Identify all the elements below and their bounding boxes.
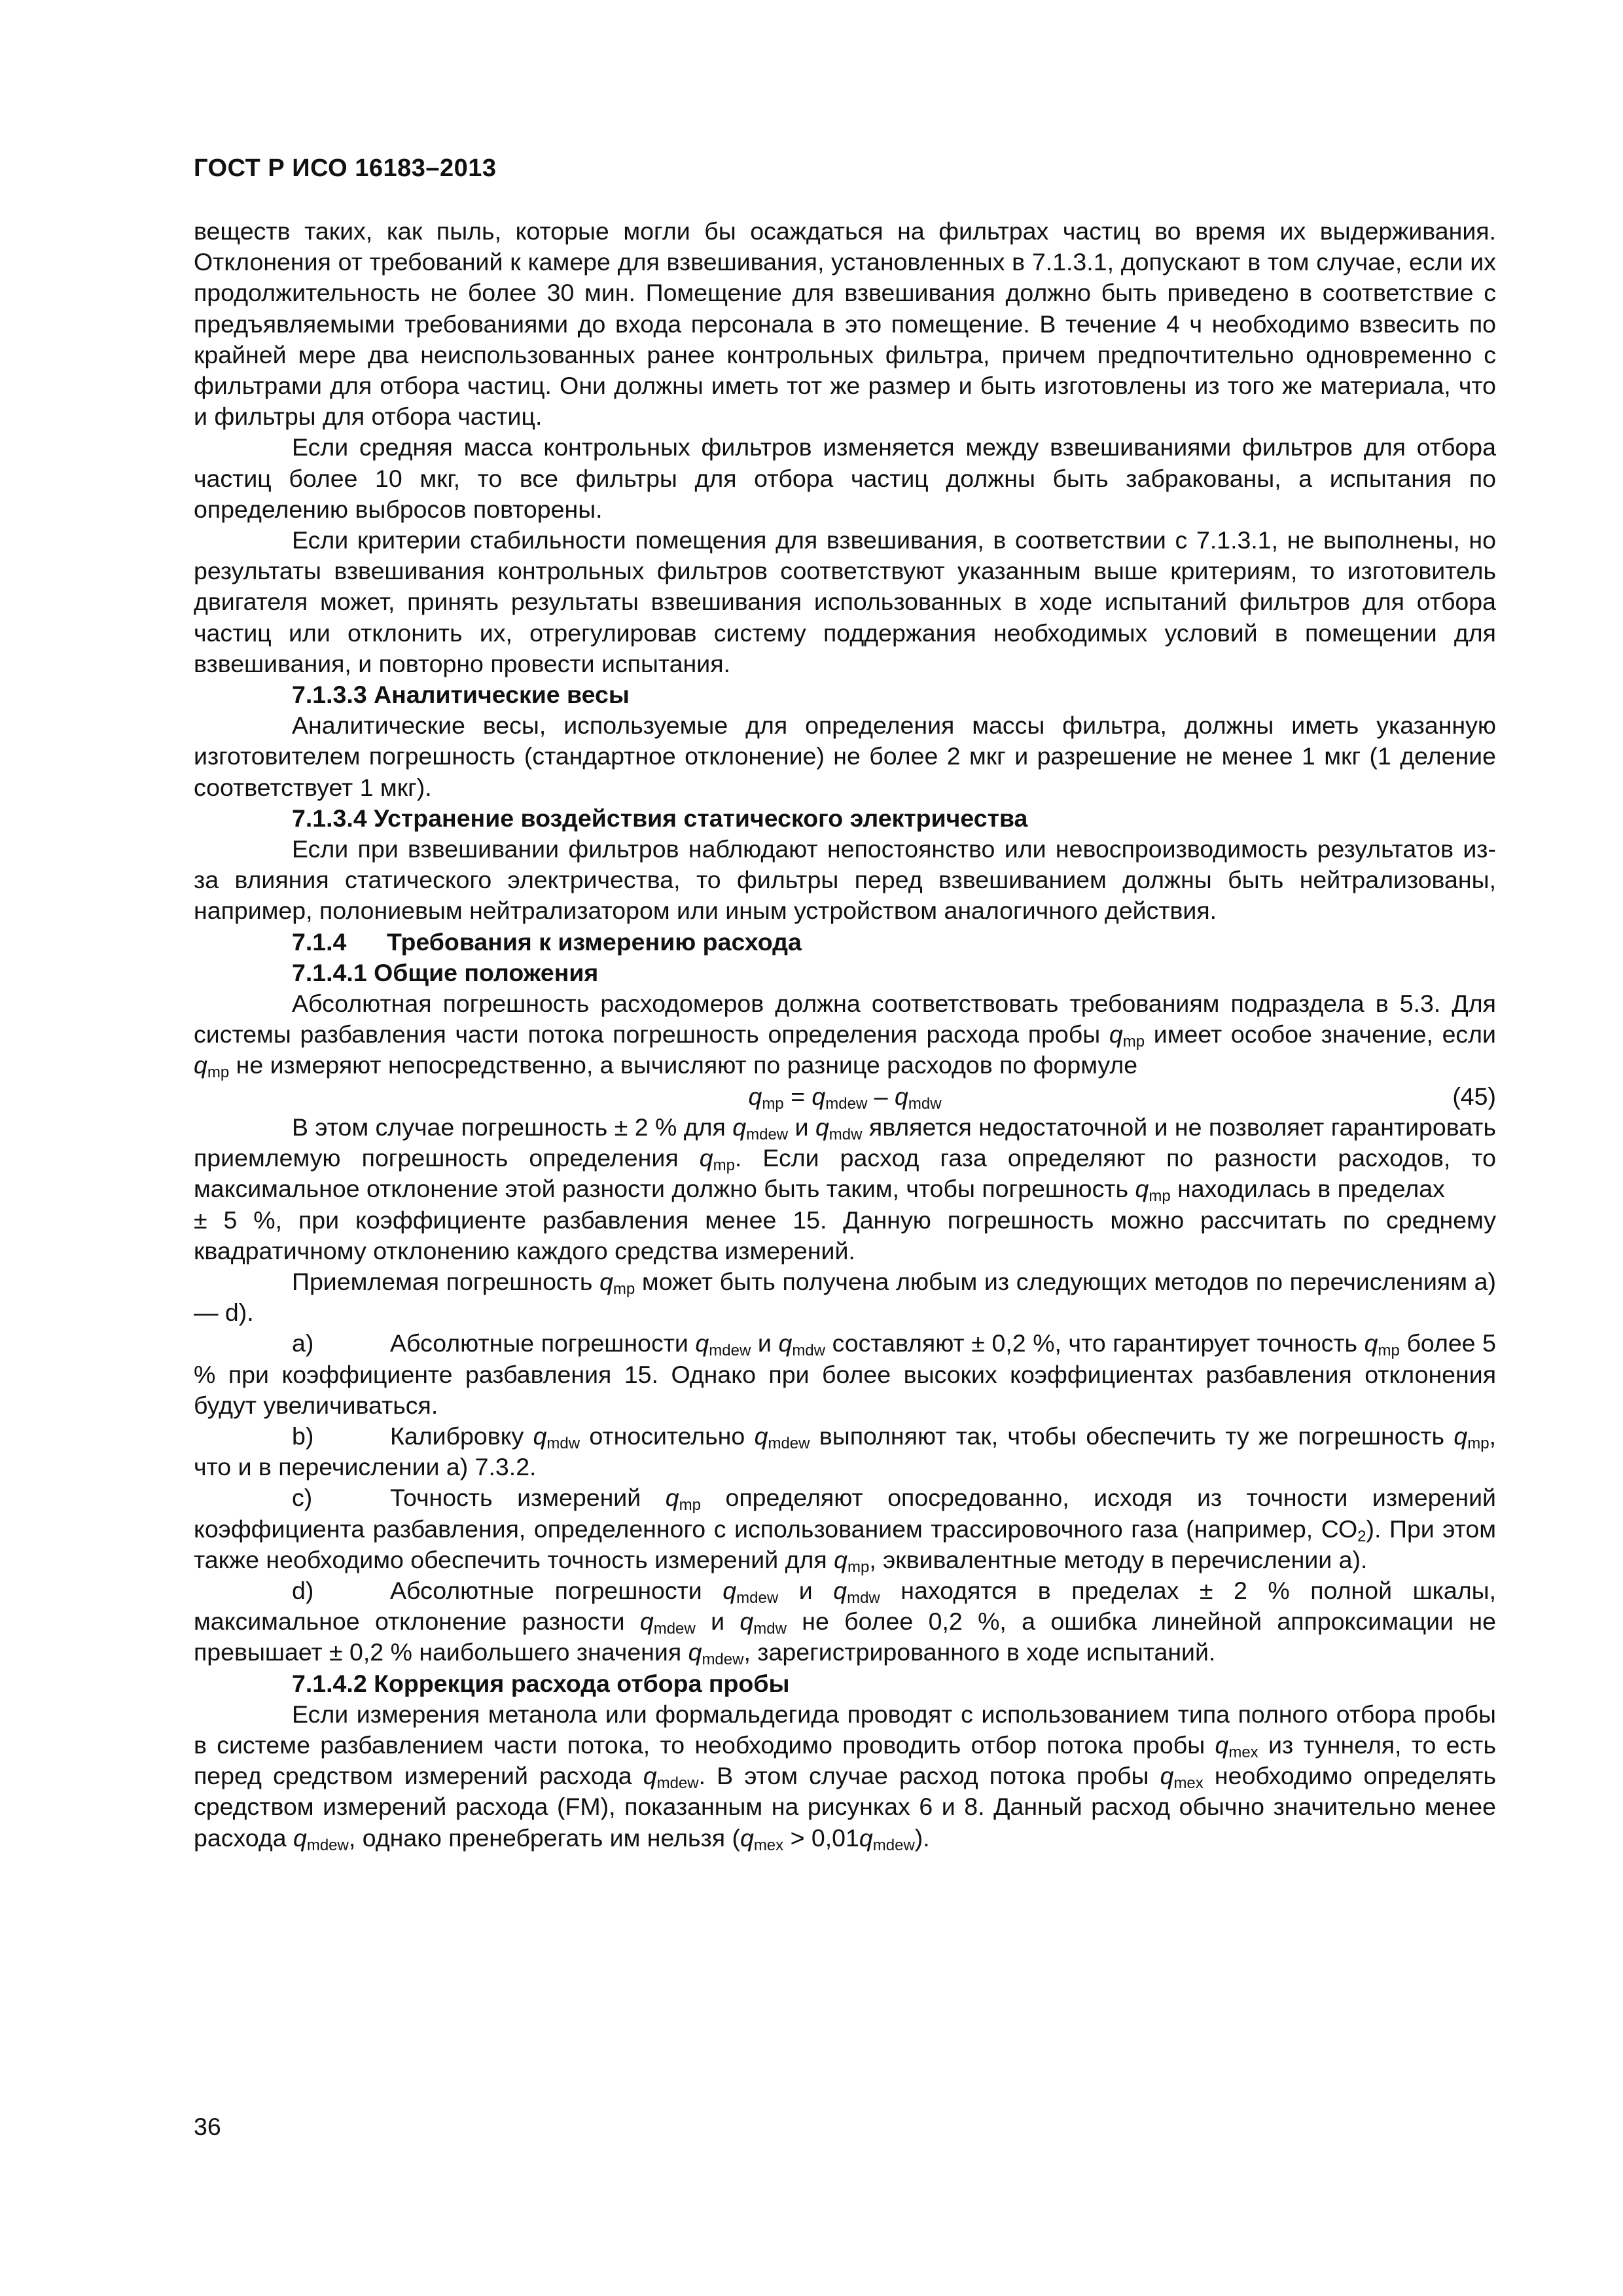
text-run: не измеряют непосредственно, а вычисляют по разнице расходов по формуле [229, 1051, 1138, 1079]
math-symbol: q [533, 1422, 547, 1450]
math-symbol: q [1135, 1175, 1149, 1203]
text-run: В этом случае погрешность ± 2 % для [292, 1113, 733, 1141]
text-run: может быть получена любым из следующих методов по перечислениям а) — d). [194, 1267, 1496, 1327]
subscript: mdw [753, 1620, 787, 1638]
text-run: Абсолютная погрешность расходомеров должна соответствовать требованиям подраздела в 5.3. Для системы разбавления части потока погрешность определения расхода пробы [194, 990, 1496, 1049]
subscript: mdew [768, 1434, 810, 1452]
section-heading-7-1-4 [194, 927, 1496, 958]
subscript: mdew [825, 1094, 868, 1113]
subscript: mdw [847, 1589, 880, 1607]
list-label: c) [292, 1484, 313, 1512]
text-run: Абсолютные погрешности [390, 1577, 723, 1604]
math-symbol: q [812, 1082, 826, 1110]
text-run: Абсолютные погрешности [390, 1329, 696, 1357]
math-symbol: q [859, 1823, 873, 1852]
math-symbol: q [194, 1051, 207, 1079]
subscript: mdew [736, 1589, 779, 1607]
math-symbol: q [695, 1329, 709, 1357]
text-run: – [874, 1082, 888, 1110]
math-symbol: q [748, 1082, 762, 1110]
subscript: mp [207, 1064, 230, 1082]
paragraph [194, 1266, 1496, 1328]
document-body [194, 216, 1496, 1854]
subscript: mdw [792, 1342, 825, 1360]
text-run: выполняют так, чтобы обеспечить ту же погрешность [810, 1422, 1454, 1450]
subscript: mex [753, 1836, 784, 1854]
text-run: находятся в пределах ± 2 % полной шкалы, максимальное отклонение разности [194, 1577, 1496, 1636]
section-heading-7-1-3-4: 7.1.3.4 Устранение воздействия статического электричества [292, 804, 1028, 832]
text-run: и [751, 1329, 779, 1357]
math-symbol: q [778, 1329, 793, 1357]
math-symbol: q [740, 1823, 754, 1852]
list-label: d) [292, 1576, 314, 1604]
math-symbol: q [639, 1607, 654, 1636]
subscript: mdw [908, 1094, 942, 1113]
math-symbol: q [599, 1267, 613, 1295]
math-symbol: q [665, 1484, 679, 1512]
math-symbol: q [815, 1113, 829, 1141]
subscript: mp [613, 1280, 635, 1298]
text-run: относительно [580, 1422, 755, 1450]
subscript: mdew [656, 1774, 699, 1793]
subscript: mdew [746, 1125, 789, 1143]
text-run: Калибровку [390, 1422, 533, 1450]
math-symbol: q [1160, 1762, 1174, 1790]
text-run: . Если расход газа определяют по разности расходов, то максимальное отклонение этой разности должно быть таким, чтобы погрешность [194, 1144, 1496, 1203]
subscript: mex [1173, 1774, 1204, 1793]
math-symbol: q [833, 1577, 847, 1604]
math-symbol: q [699, 1144, 713, 1172]
paragraph [194, 988, 1496, 1081]
text-run: ). При этом также необходимо обеспечить точность измерений для [194, 1515, 1496, 1573]
section-number: 7.1.4 [292, 927, 347, 956]
subscript: mp [1122, 1033, 1145, 1051]
text-run: = [791, 1082, 805, 1110]
paragraph: Аналитические весы, используемые для определения массы фильтра, должны иметь указанную изготовителем погрешность (стандартное отклонение) не более 2 мкг и разрешение не менее 1 мкг (1 деление соответствует 1 мкг). [194, 711, 1496, 801]
subscript: mdew [872, 1836, 915, 1854]
text-run: определяют опосредованно, исходя из точности измерений коэффициента разбавления, определенного с использованием трассировочного газа (например, СО [194, 1484, 1496, 1543]
paragraph: Если средняя масса контрольных фильтров изменяется между взвешиваниями фильтров для отбора частиц более 10 мкг, то все фильтры для отбора частиц должны быть забракованы, а испытания по определению выбросов повторены. [194, 433, 1496, 523]
math-symbol: q [1215, 1731, 1229, 1759]
text-run: > 0,01 [783, 1823, 859, 1852]
subscript: mp [679, 1496, 701, 1515]
text-run: Приемлемая погрешность [292, 1267, 600, 1295]
text-run: Если измерения метанола или формальдегида проводят с использованием типа полного отбора пробы в системе разбавлением части потока, то необходимо проводить отбор потока пробы [194, 1700, 1496, 1759]
paragraph [194, 1112, 1496, 1205]
section-heading-7-1-4-2: 7.1.4.2 Коррекция расхода отбора пробы [292, 1669, 790, 1697]
section-heading-7-1-3-3: 7.1.3.3 Аналитические весы [292, 681, 630, 709]
subscript: mex [1228, 1744, 1258, 1762]
paragraph: веществ таких, как пыль, которые могли бы осаждаться на фильтрах частиц во время их выдерживания. Отклонения от требований к камере для взвешивания, установленных в 7.1.3.1, допускают в том случае, если их продолжительность не более 30 мин. Помещение для взвешивания должно быть приведено в соответствие с предъявляемыми требованиями до входа персонала в это помещение. В течение 4 ч необходимо взвесить по крайней мере два неиспользованных ранее контрольных фильтра, причем предпочтительно одновременно с фильтрами для отбора частиц. Они должны иметь тот же размер и быть изготовлены из того же материала, что и фильтры для отбора частиц. [194, 217, 1496, 431]
subscript: mdw [829, 1125, 863, 1143]
math-symbol: q [293, 1823, 307, 1852]
math-symbol: q [1109, 1020, 1123, 1049]
paragraph: Если при взвешивании фильтров наблюдают непостоянство или невоспроизводимость результатов из-за влияния статического электричества, то фильтры перед взвешиванием должны быть нейтрализованы, например, полониевым нейтрализатором или иным устройством аналогичного действия. [194, 835, 1496, 925]
subscript: 2 [1357, 1527, 1366, 1545]
text-run: , что и в перечислении а) 7.3.2. [194, 1422, 1496, 1481]
section-title: Требования к измерению расхода [387, 927, 802, 956]
text-run: имеет особое значение, если [1145, 1020, 1496, 1049]
text-run: составляют ± 0,2 %, что гарантирует точность [825, 1329, 1364, 1357]
text-run: более 5 % при коэффициенте разбавления 15. Однако при более высоких коэффициентах разбавления отклонения будут увеличиваться. [194, 1329, 1496, 1419]
text-run: ). [914, 1823, 930, 1852]
subscript: mdw [546, 1434, 580, 1452]
page-number: 36 [194, 2113, 221, 2140]
text-run: из туннеля, то есть перед средством измерений расхода [194, 1731, 1496, 1790]
text-run: . В этом случае расход потока пробы [698, 1762, 1160, 1790]
list-label: b) [292, 1422, 314, 1450]
subscript: mp [1378, 1342, 1400, 1360]
math-symbol: q [1454, 1422, 1468, 1450]
subscript: mp [847, 1558, 870, 1576]
math-symbol: q [722, 1577, 737, 1604]
paragraph: Если критерии стабильности помещения для взвешивания, в соответствии с 7.1.3.1, не выполнены, но результаты взвешивания контрольных фильтров соответствуют указанным выше критериям, то изготовитель двигателя может, принять результаты взвешивания использованных в ходе испытаний фильтров для отбора частиц или отклонить их, отрегулировав систему поддержания необходимых условий в помещении для взвешивания, и повторно провести испытания. [194, 526, 1496, 677]
text-run: необходимо определять средством измерений расхода (FM), показанным на рисунках 6 и 8. Данный расход обычно значительно менее расхода [194, 1762, 1496, 1852]
paragraph: ± 5 %, при коэффициенте разбавления менее 15. Данную погрешность можно рассчитать по среднему квадратичному отклонению каждого средства измерений. [194, 1206, 1496, 1265]
paragraph [194, 1699, 1496, 1854]
math-symbol: q [834, 1545, 847, 1573]
math-symbol: q [740, 1607, 754, 1636]
math-symbol: q [754, 1422, 768, 1450]
subscript: mdew [653, 1620, 696, 1638]
subscript: mp [1467, 1434, 1489, 1452]
math-symbol: q [643, 1762, 657, 1790]
text-run: Точность измерений [390, 1484, 666, 1512]
formula-number: (45) [1452, 1082, 1496, 1110]
math-symbol: q [688, 1638, 702, 1666]
subscript: mp [762, 1094, 784, 1113]
subscript: mdew [702, 1651, 744, 1669]
text-run: и [695, 1607, 740, 1636]
math-symbol: q [895, 1082, 908, 1110]
text-run: и [778, 1577, 834, 1604]
math-symbol: q [1364, 1329, 1378, 1357]
subscript: mp [1149, 1187, 1171, 1206]
text-run: , эквивалентные методу в перечислении а). [869, 1545, 1368, 1573]
text-run: является недостаточной и не позволяет гарантировать приемлемую погрешность определения [194, 1113, 1496, 1172]
section-heading-7-1-4-1: 7.1.4.1 Общие положения [292, 958, 599, 986]
math-symbol: q [732, 1113, 747, 1141]
text-run: , однако пренебрегать им нельзя ( [348, 1823, 740, 1852]
list-label: а) [292, 1329, 314, 1357]
text-run: не более 0,2 %, а ошибка линейной аппроксимации не превышает ± 0,2 % наибольшего значения [194, 1607, 1496, 1666]
text-run: и [788, 1113, 815, 1141]
subscript: mp [713, 1157, 735, 1175]
formula-45 [194, 1081, 1496, 1112]
text-run: находилась в пределах [1170, 1175, 1445, 1203]
subscript: mdew [306, 1836, 349, 1854]
subscript: mdew [709, 1342, 751, 1360]
text-run: , зарегистрированного в ходе испытаний. [743, 1638, 1216, 1666]
document-header: ГОСТ Р ИСО 16183–2013 [194, 154, 497, 182]
